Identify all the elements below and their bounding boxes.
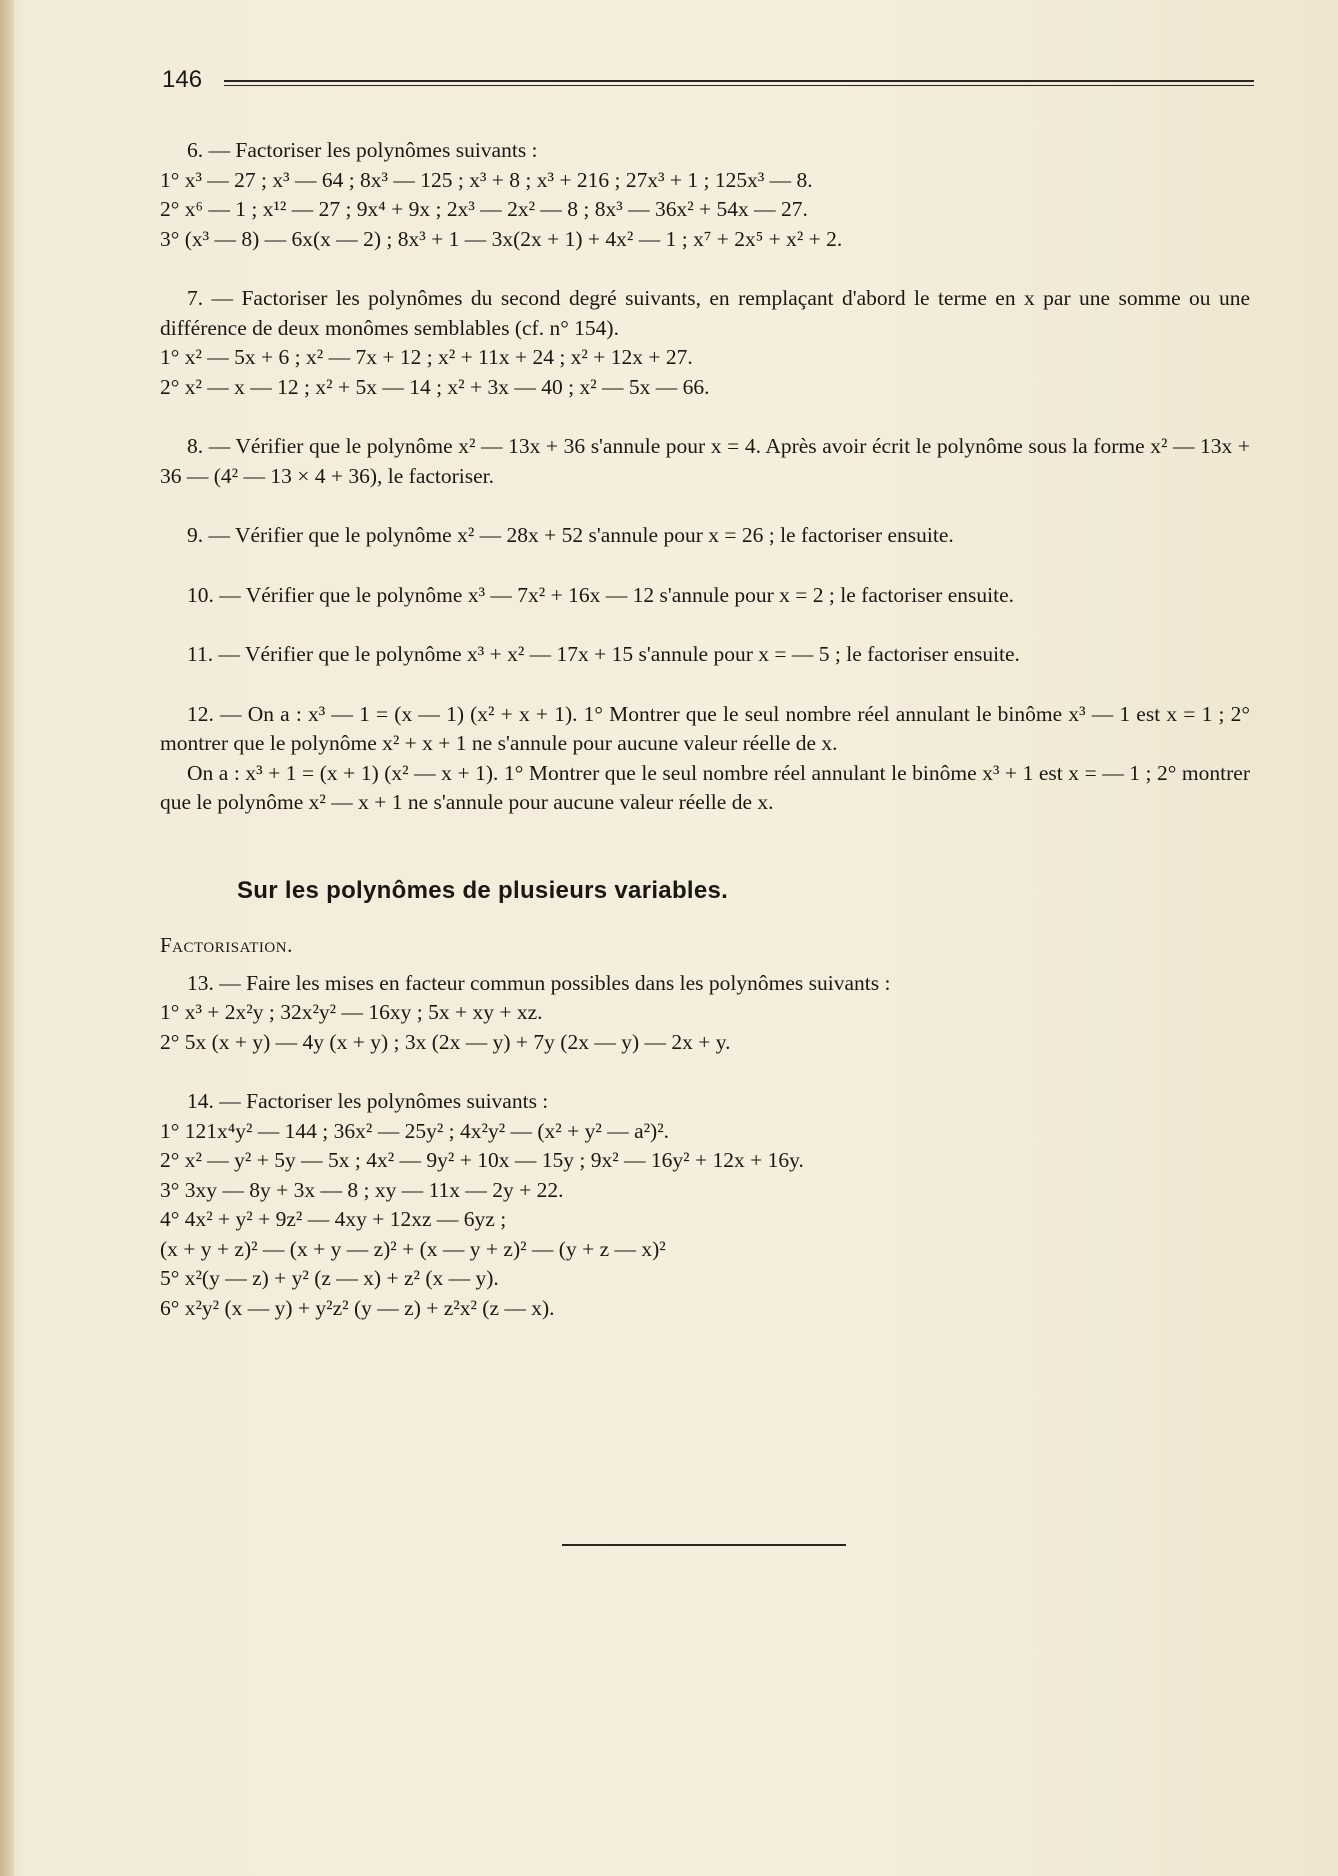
section-subheading: Factorisation. <box>160 933 293 957</box>
end-rule <box>562 1544 846 1546</box>
exercise-14 <box>160 1087 1250 1323</box>
exercise-statement: 14. — Factoriser les polynômes suivants : <box>187 1089 549 1113</box>
exercise-line: 1° x³ + 2x²y ; 32x²y² — 16xy ; 5x + xy + xz. <box>160 1000 543 1024</box>
exercise-line: 1° 121x⁴y² — 144 ; 36x² — 25y² ; 4x²y² — (x² + y² — a²)². <box>160 1118 670 1143</box>
exercise-line: 1° x² — 5x + 6 ; x² — 7x + 12 ; x² + 11x + 24 ; x² + 12x + 27. <box>160 345 693 369</box>
page-number: 146 <box>162 66 203 93</box>
exercise-statement: 9. — Vérifier que le polynôme x² — 28x + 52 s'annule pour x = 26 ; le factoriser ensuite. <box>187 523 954 547</box>
book-spine-edge <box>0 0 14 1876</box>
exercise-line: 2° x² — x — 12 ; x² + 5x — 14 ; x² + 3x — 40 ; x² — 5x — 66. <box>160 374 710 399</box>
exercise-statement: 12. — On a : x³ — 1 = (x — 1) (x² + x + 1). 1° Montrer que le seul nombre réel annulant le binôme x³ — 1 est x = 1 ; 2° montrer que le polynôme x² + x + 1 ne s'annule pour aucune valeur réelle de x. <box>160 701 1250 755</box>
exercise-line: 4° 4x² + y² + 9z² — 4xy + 12xz — 6yz ; <box>160 1207 507 1231</box>
exercise-line: 5° x²(y — z) + y² (z — x) + z² (x — y). <box>160 1266 499 1290</box>
exercise-statement: 10. — Vérifier que le polynôme x³ — 7x² + 16x — 12 s'annule pour x = 2 ; le factoriser ensuite. <box>187 582 1014 607</box>
exercise-line: (x + y + z)² — (x + y — z)² + (x — y + z)² — (y + z — x)² <box>160 1236 666 1261</box>
exercise-7 <box>160 284 1250 402</box>
page-content <box>160 136 1250 1353</box>
exercise-10 <box>160 581 1250 611</box>
exercise-line: 3° 3xy — 8y + 3x — 8 ; xy — 11x — 2y + 22. <box>160 1177 564 1202</box>
exercise-line: 3° (x³ — 8) — 6x(x — 2) ; 8x³ + 1 — 3x(2x + 1) + 4x² — 1 ; x⁷ + 2x⁵ + x² + 2. <box>160 226 843 251</box>
exercise-line: 2° x² — y² + 5y — 5x ; 4x² — 9y² + 10x — 15y ; 9x² — 16y² + 12x + 16y. <box>160 1148 804 1172</box>
exercise-line: 2° x⁶ — 1 ; x¹² — 27 ; 9x⁴ + 9x ; 2x³ — 2x² — 8 ; 8x³ — 36x² + 54x — 27. <box>160 197 808 221</box>
exercise-11 <box>160 640 1250 670</box>
exercise-12 <box>160 700 1250 818</box>
section-title: Sur les polynômes de plusieurs variables. <box>237 876 729 904</box>
exercise-13 <box>160 969 1250 1058</box>
exercise-statement-continued: On a : x³ + 1 = (x + 1) (x² — x + 1). 1° Montrer que le seul nombre réel annulant le binôme x³ + 1 est x = — 1 ; 2° montrer que le polynôme x² — x + 1 ne s'annule pour aucune valeur réelle de x. <box>160 760 1250 814</box>
exercise-6 <box>160 136 1250 254</box>
exercise-line: 6° x²y² (x — y) + y²z² (y — z) + z²x² (z — x). <box>160 1295 555 1320</box>
header-rule <box>224 80 1254 82</box>
exercise-statement: 13. — Faire les mises en facteur commun possibles dans les polynômes suivants : <box>187 970 891 995</box>
exercise-statement: 7. — Factoriser les polynômes du second degré suivants, en remplaçant d'abord le terme en x par une somme ou une différence de deux monômes semblables (cf. n° 154). <box>160 286 1250 340</box>
exercise-statement: 6. — Factoriser les polynômes suivants : <box>187 138 538 162</box>
exercise-statement: 8. — Vérifier que le polynôme x² — 13x + 36 s'annule pour x = 4. Après avoir écrit le polynôme sous la forme x² — 13x + 36 — (4² — 13 × 4 + 36), le factoriser. <box>160 434 1250 488</box>
exercise-8 <box>160 432 1250 491</box>
page-header <box>162 66 1252 96</box>
exercise-statement: 11. — Vérifier que le polynôme x³ + x² — 17x + 15 s'annule pour x = — 5 ; le factoriser ensuite. <box>187 642 1020 666</box>
exercise-9 <box>160 521 1250 551</box>
exercise-line: 1° x³ — 27 ; x³ — 64 ; 8x³ — 125 ; x³ + 8 ; x³ + 216 ; 27x³ + 1 ; 125x³ — 8. <box>160 167 813 192</box>
header-rule-thin <box>224 85 1254 86</box>
exercise-line: 2° 5x (x + y) — 4y (x + y) ; 3x (2x — y) + 7y (2x — y) — 2x + y. <box>160 1029 731 1054</box>
